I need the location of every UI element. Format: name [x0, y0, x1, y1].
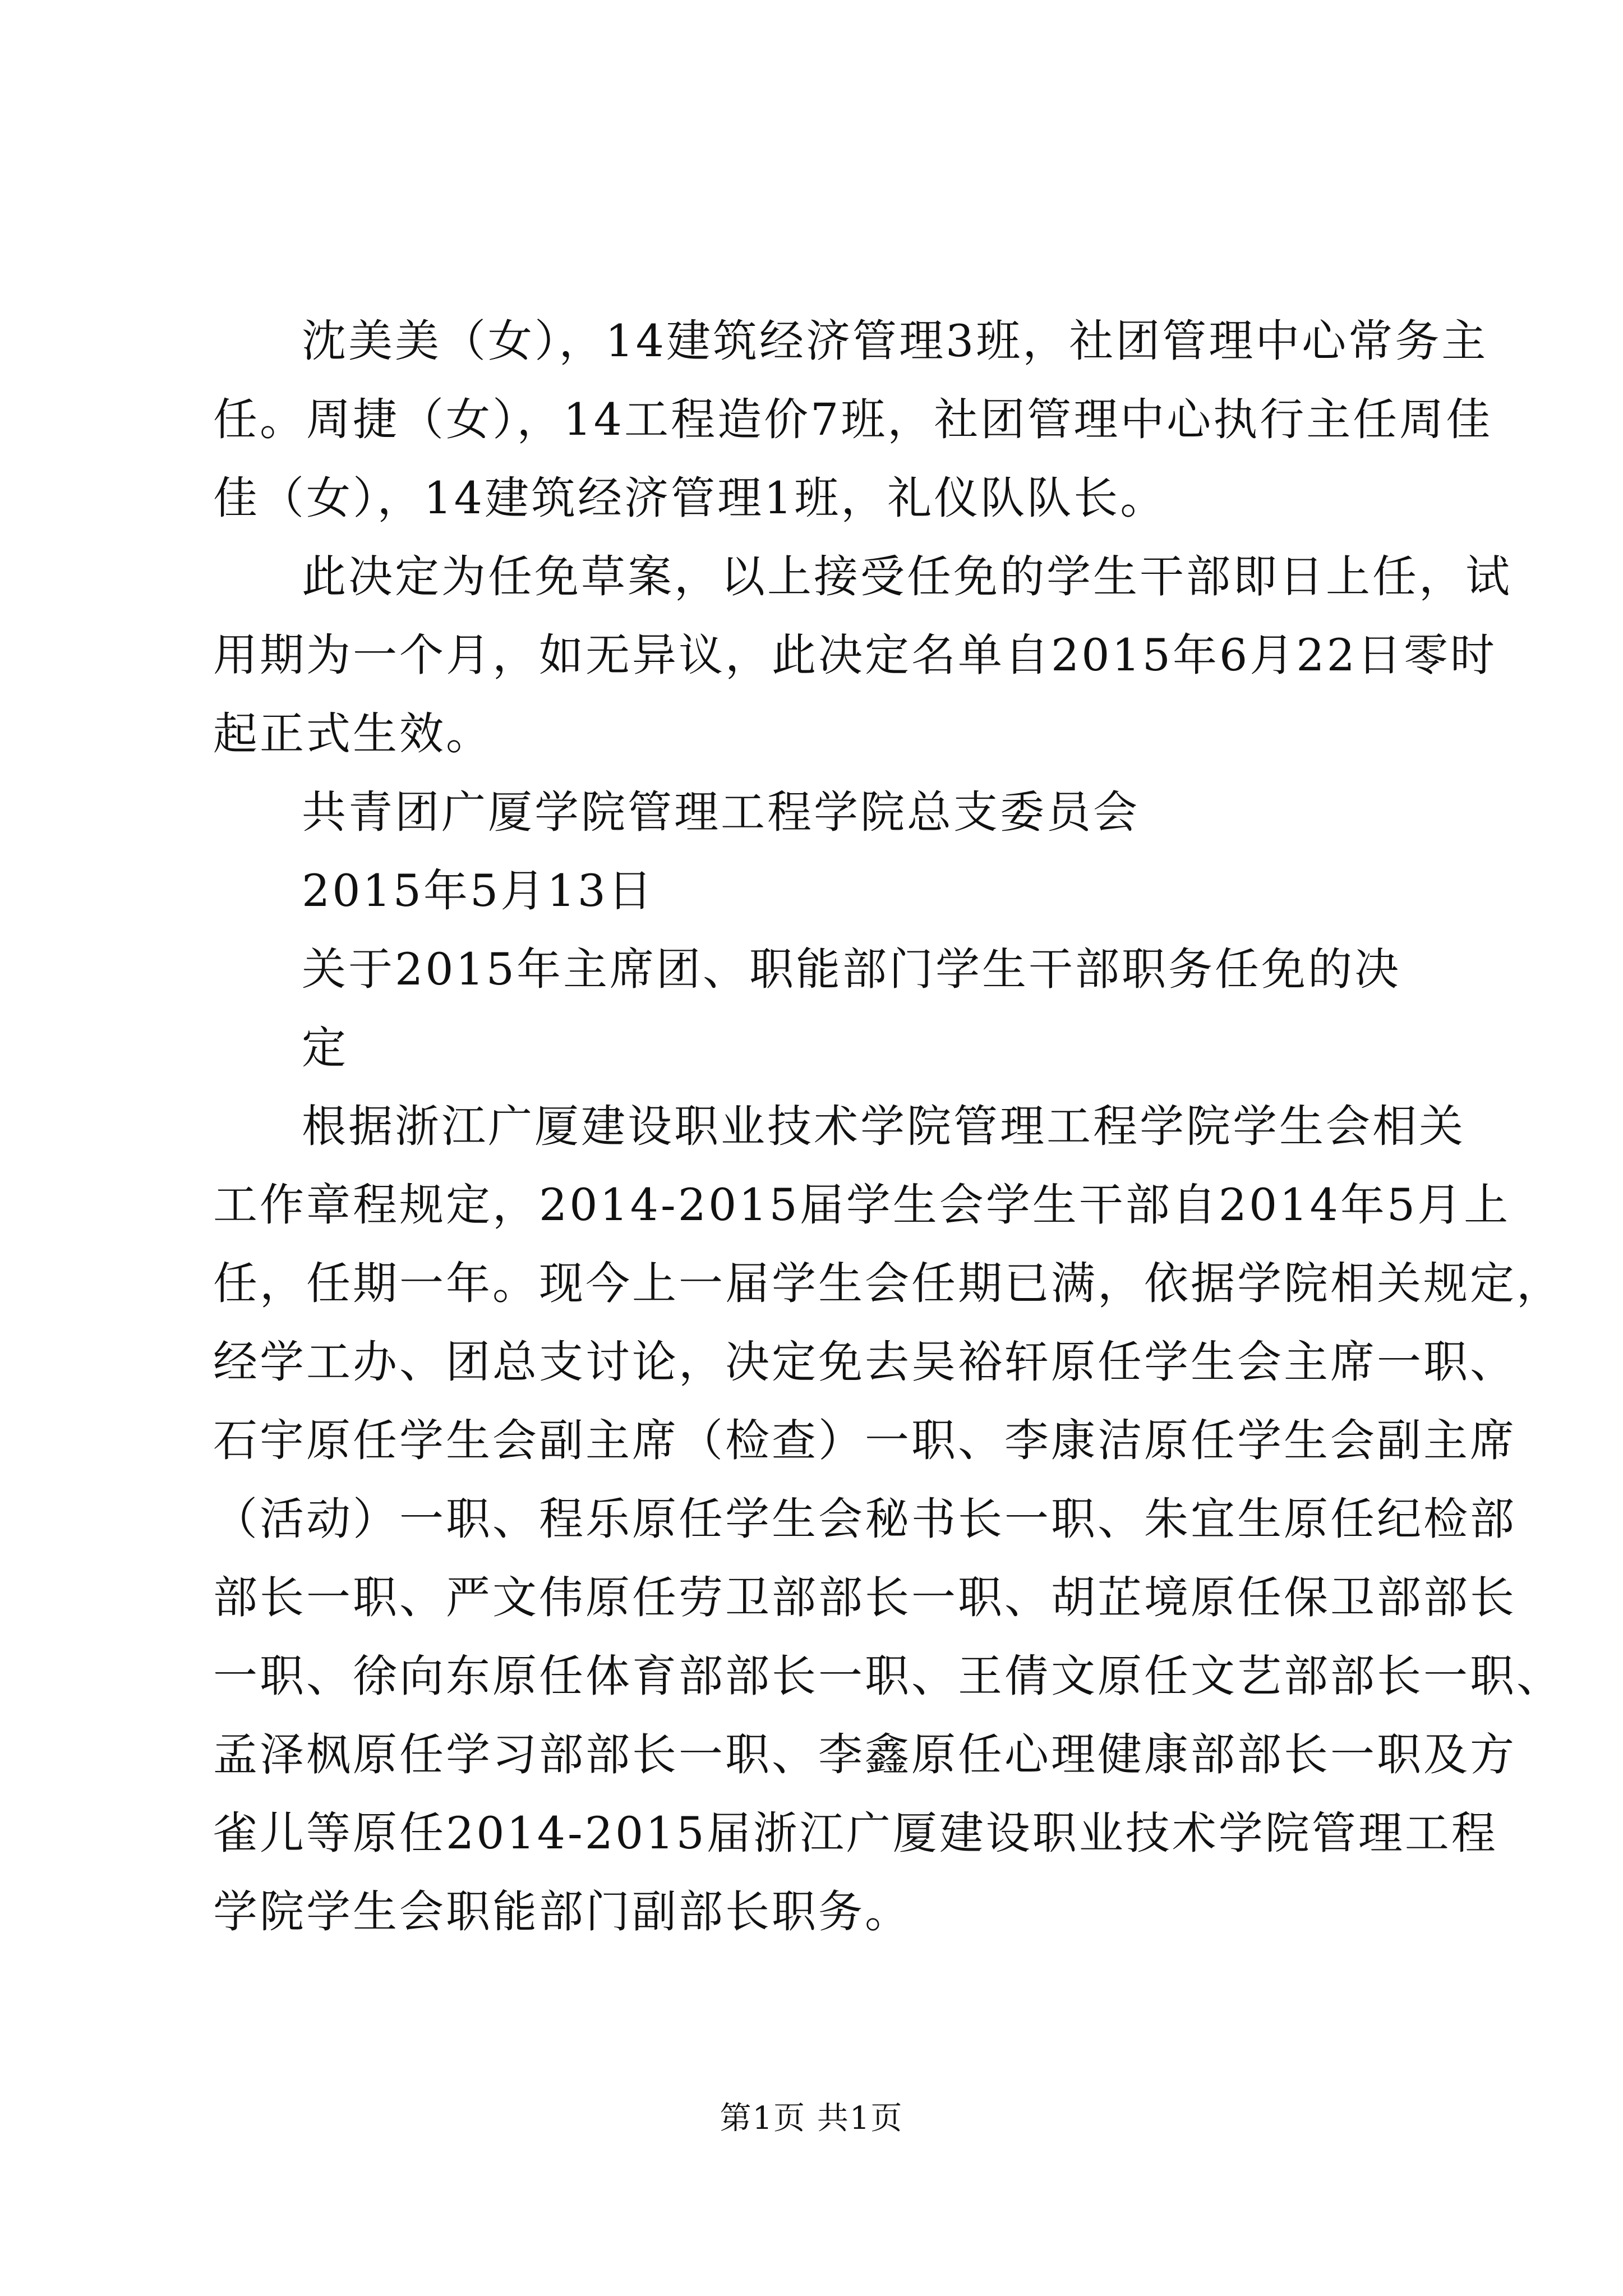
paragraph-line: 起正式生效。: [213, 708, 492, 760]
signature-date: 2015年5月13日: [302, 865, 654, 917]
paragraph-line: 佳（女），14建筑经济管理1班，礼仪队队长。: [213, 472, 1167, 524]
page-footer: 第1页 共1页: [720, 2100, 903, 2137]
section-title-continued: 定: [302, 1022, 348, 1074]
paragraph-line: 一职、徐向东原任体育部部长一职、王倩文原任文艺部部长一职、: [213, 1650, 1563, 1702]
paragraph-line: 工作章程规定，2014-2015届学生会学生干部自2014年5月上: [213, 1179, 1511, 1231]
paragraph-line: 部长一职、严文伟原任劳卫部部长一职、胡芷境原任保卫部部长: [213, 1572, 1516, 1623]
paragraph-line: 任，任期一年。现今上一届学生会任期已满，依据学院相关规定，: [213, 1258, 1563, 1309]
paragraph-line: 任。周捷（女），14工程造价7班，社团管理中心执行主任周佳: [213, 394, 1493, 445]
paragraph-line: 雀儿等原任2014-2015届浙江广厦建设职业技术学院管理工程: [213, 1807, 1498, 1859]
section-title: 关于2015年主席团、职能部门学生干部职务任免的决: [302, 944, 1401, 995]
paragraph-line: 此决定为任免草案，以上接受任免的学生干部即日上任，试: [302, 551, 1512, 602]
paragraph-line: 用期为一个月，如无异议，此决定名单自2015年6月22日零时: [213, 629, 1497, 681]
paragraph-line: 经学工办、团总支讨论，决定免去吴裕轩原任学生会主席一职、: [213, 1336, 1516, 1388]
paragraph-line: 根据浙江广厦建设职业技术学院管理工程学院学生会相关: [302, 1101, 1465, 1152]
paragraph-line: 孟泽枫原任学习部部长一职、李鑫原任心理健康部部长一职及方: [213, 1729, 1516, 1780]
paragraph-line: 沈美美（女），14建筑经济管理3班，社团管理中心常务主: [302, 315, 1488, 367]
signature-organization: 共青团广厦学院管理工程学院总支委员会: [302, 786, 1140, 838]
paragraph-line: （活动）一职、程乐原任学生会秘书长一职、朱宜生原任纪检部: [213, 1493, 1516, 1545]
paragraph-line: 学院学生会职能部门副部长职务。: [213, 1886, 911, 1938]
paragraph-line: 石宇原任学生会副主席（检查）一职、李康洁原任学生会副主席: [213, 1415, 1516, 1466]
